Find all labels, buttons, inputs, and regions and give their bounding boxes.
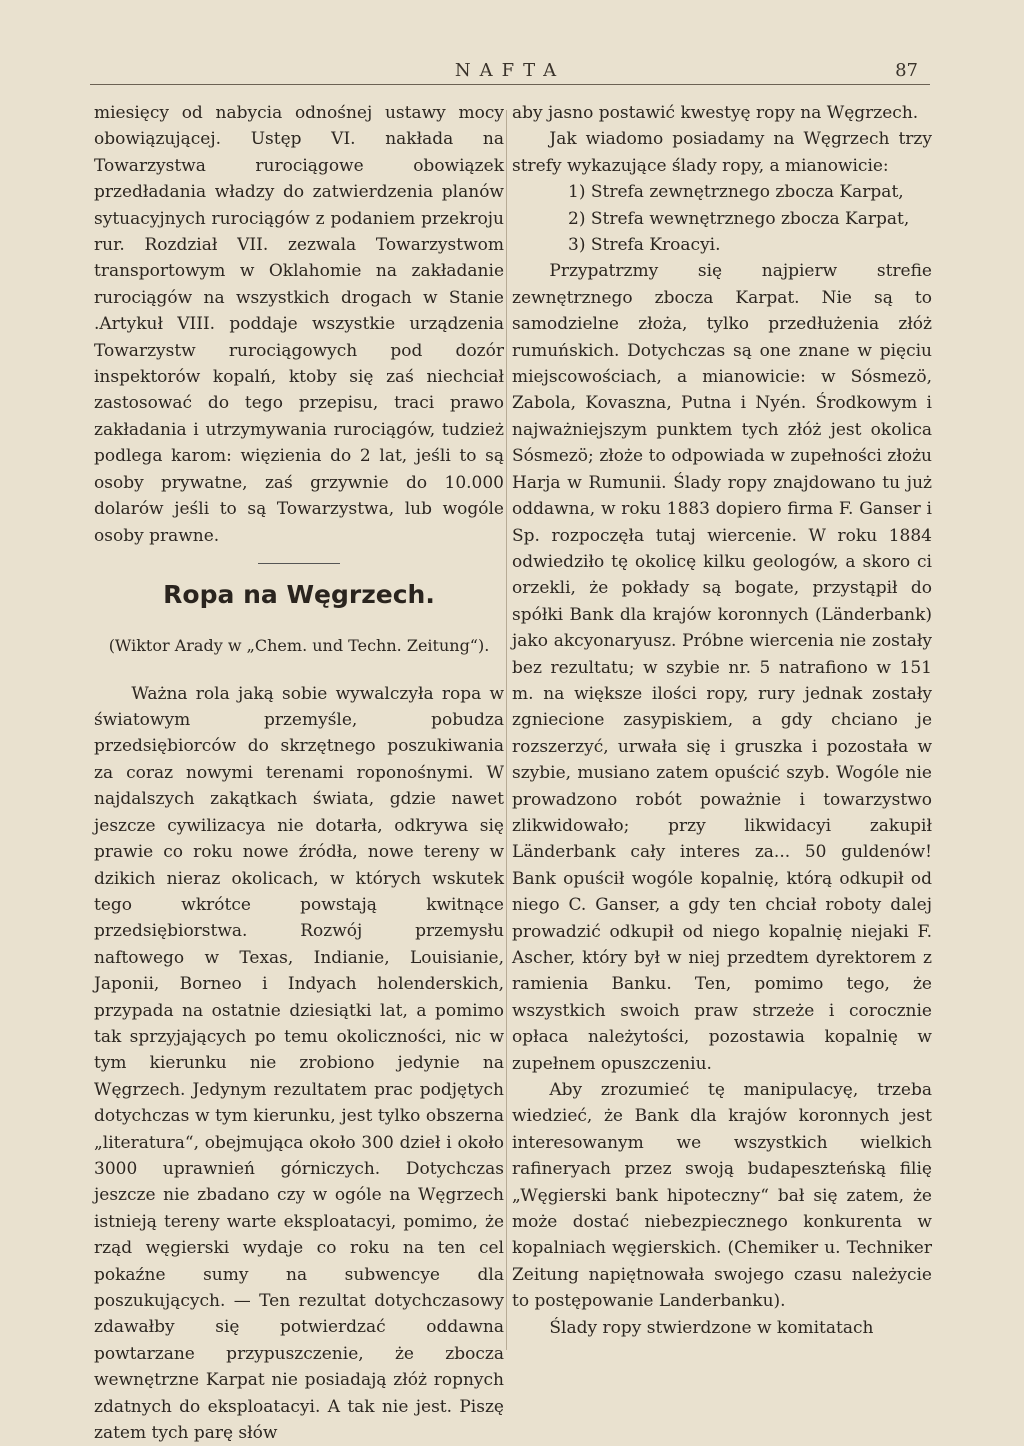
intro-paragraph: miesięcy od nabycia odnośnej ustawy mocy obowiązującej. Ustęp VI. nakłada na Towarzystwa rurociągowe obowiązek przedładania władzy do zatwierdzenia planów sytuacyjnych rurociągów z podaniem przekroju rur. Rozdział VII. zezwala Towarzystwom transportowym w Oklahomie na zakładanie rurociągów na wszystkich drogach w Stanie .Artykuł VIII. poddaje wszystkie urządzenia Towarzystw rurociągowych pod dozór inspektorów kopalń, ktoby się zaś niechciał zastosować do tego przepisu, traci prawo zakładania i utrzymywania rurociągów, tudzież podlega karom: więzienia do 2 lat, jeśli to są osoby prywatne, zaś grzywnie do 10.000 dolarów jeśli to są Towarzystwa, lub wogóle osoby prawne. (94, 103, 504, 546)
bank-paragraph: Aby zrozumieć tę manipulacyę, trzeba wiedzieć, że Bank dla krajów koronnych jest interesowanym we wszystkich wielkich rafineryach przez swoją budapeszteńską filię „Węgierski bank hipoteczny“ bał się zatem, że może dostać niebezpiecznego konkurenta w kopalniach węgierskich. (Chemiker u. Techniker Zeitung napiętnowała swojego czasu należycie to postępowanie Landerbanku). (512, 1080, 932, 1312)
zone-list-item: 3) Strefa Kroacyi. (568, 235, 721, 256)
left-column (94, 100, 504, 1446)
column-divider (506, 110, 507, 1350)
continuation-paragraph: aby jasno postawić kwestyę ropy na Węgrzech. (512, 103, 919, 123)
last-paragraph: Ślady ropy stwierdzone w komitatach (549, 1317, 874, 1338)
zone-list-item: 2) Strefa wewnętrznego zbocza Karpat, (568, 208, 910, 229)
right-column (512, 100, 932, 1341)
page-header (90, 60, 930, 84)
main-paragraph: Przypatrzmy się najpierw strefie zewnętrznego zbocza Karpat. Nie są to samodzielne złoża, tylko przedłużenia złóż rumuńskich. Dotychczas są one znane w pięciu miejscowościach, a mianowicie: w Sósmezö, Zabola, Kovaszna, Putna i Nyén. Środkowym i najważniejszym punktem tych złóż jest okolica Sósmezö; złoże to odpowiada w zupełności złożu Harja w Rumunii. Ślady ropy znajdowano tu już oddawna, w roku 1883 dopiero firma F. Ganser i Sp. rozpoczęła tutaj wiercenie. W roku 1884 odwiedziło tę okolicę kilku geologów, a skoro ci orzekli, że pokłady są bogate, przystąpił do spółki Bank dla krajów koronnych (Länderbank) jako akcyonaryusz. Próbne wiercenia nie zostały bez rezultatu; w szybie nr. 5 natrafiono w 151 m. na większe ilości ropy, rury jednak zostały zgniecione zasypiskiem, a gdy chciano je rozszerzyć, urwała się i gruszka i pozostała w szybie, musiano zatem opuścić szyb. Wogóle nie prowadzono robót poważnie i towarzystwo zlikwidowało; przy likwidacyi zakupił Länderbank cały interes za... 50 guldenów! Bank opuścił wogóle kopalnię, którą odkupił od niego C. Ganser, a gdy ten chciał roboty dalej prowadzić odkupił od niego kopalnię niejaki F. Ascher, który był w niej przedtem dyrektorem z ramienia Banku. Ten, pomimo tego, że wszystkich swoich praw strzeże i corocznie opłaca należytości, pozostawia kopalnię w zupełnem opuszczeniu. (512, 261, 932, 1074)
running-title: NAFTA (454, 60, 566, 81)
zones-paragraph: Jak wiadomo posiadamy na Węgrzech trzy strefy wykazujące ślady ropy, a mianowicie: (512, 129, 932, 176)
article-title: Ropa na Węgrzech. (163, 579, 435, 609)
header-rule (90, 84, 930, 85)
page-number: 87 (895, 60, 918, 81)
article-body-paragraph: Ważna rola jaką sobie wywalczyła ropa w światowym przemyśle, pobudza przedsiębiorców do skrzętnego poszukiwania za coraz nowymi terenami roponośnymi. W najdalszych zakątkach świata, gdzie nawet jeszcze cywilizacya nie dotarła, odkrywa się prawie co roku nowe źródła, nowe tereny w dzikich nieraz okolicach, w których wskutek tego wkrótce powstają kwitnące przedsiębiorstwa. Rozwój przemysłu naftowego w Texas, Indianie, Louisianie, Japonii, Borneo i Indyach holenderskich, przypada na ostatnie dziesiątki lat, a pomimo tak sprzyjających po temu okoliczności, nic w tym kierunku nie zrobiono jedynie na Węgrzech. Jedynym rezultatem prac podjętych dotychczas w tym kierunku, jest tylko obszerna „literatura“, obejmująca około 300 dzieł i około 3000 uprawnień górniczych. Dotychczas jeszcze nie zbadano czy w ogóle na Węgrzech istnieją tereny warte eksploatacyi, pomimo, że rząd węgierski wydaje co roku na ten cel pokaźne sumy na subwencye dla poszukujących. — Ten rezultat dotychczasowy zdawałby się potwierdzać oddawna powtarzane przypuszczenie, że zbocza wewnętrzne Karpat nie posiadają złóż ropnych zdatnych do eksploatacyi. A tak nie jest. Piszę zatem tych parę słów (94, 683, 504, 1444)
section-divider (258, 563, 340, 564)
article-source: (Wiktor Arady w „Chem. und Techn. Zeitung“). (108, 635, 490, 655)
zone-list-item: 1) Strefa zewnętrznego zbocza Karpat, (568, 182, 904, 203)
